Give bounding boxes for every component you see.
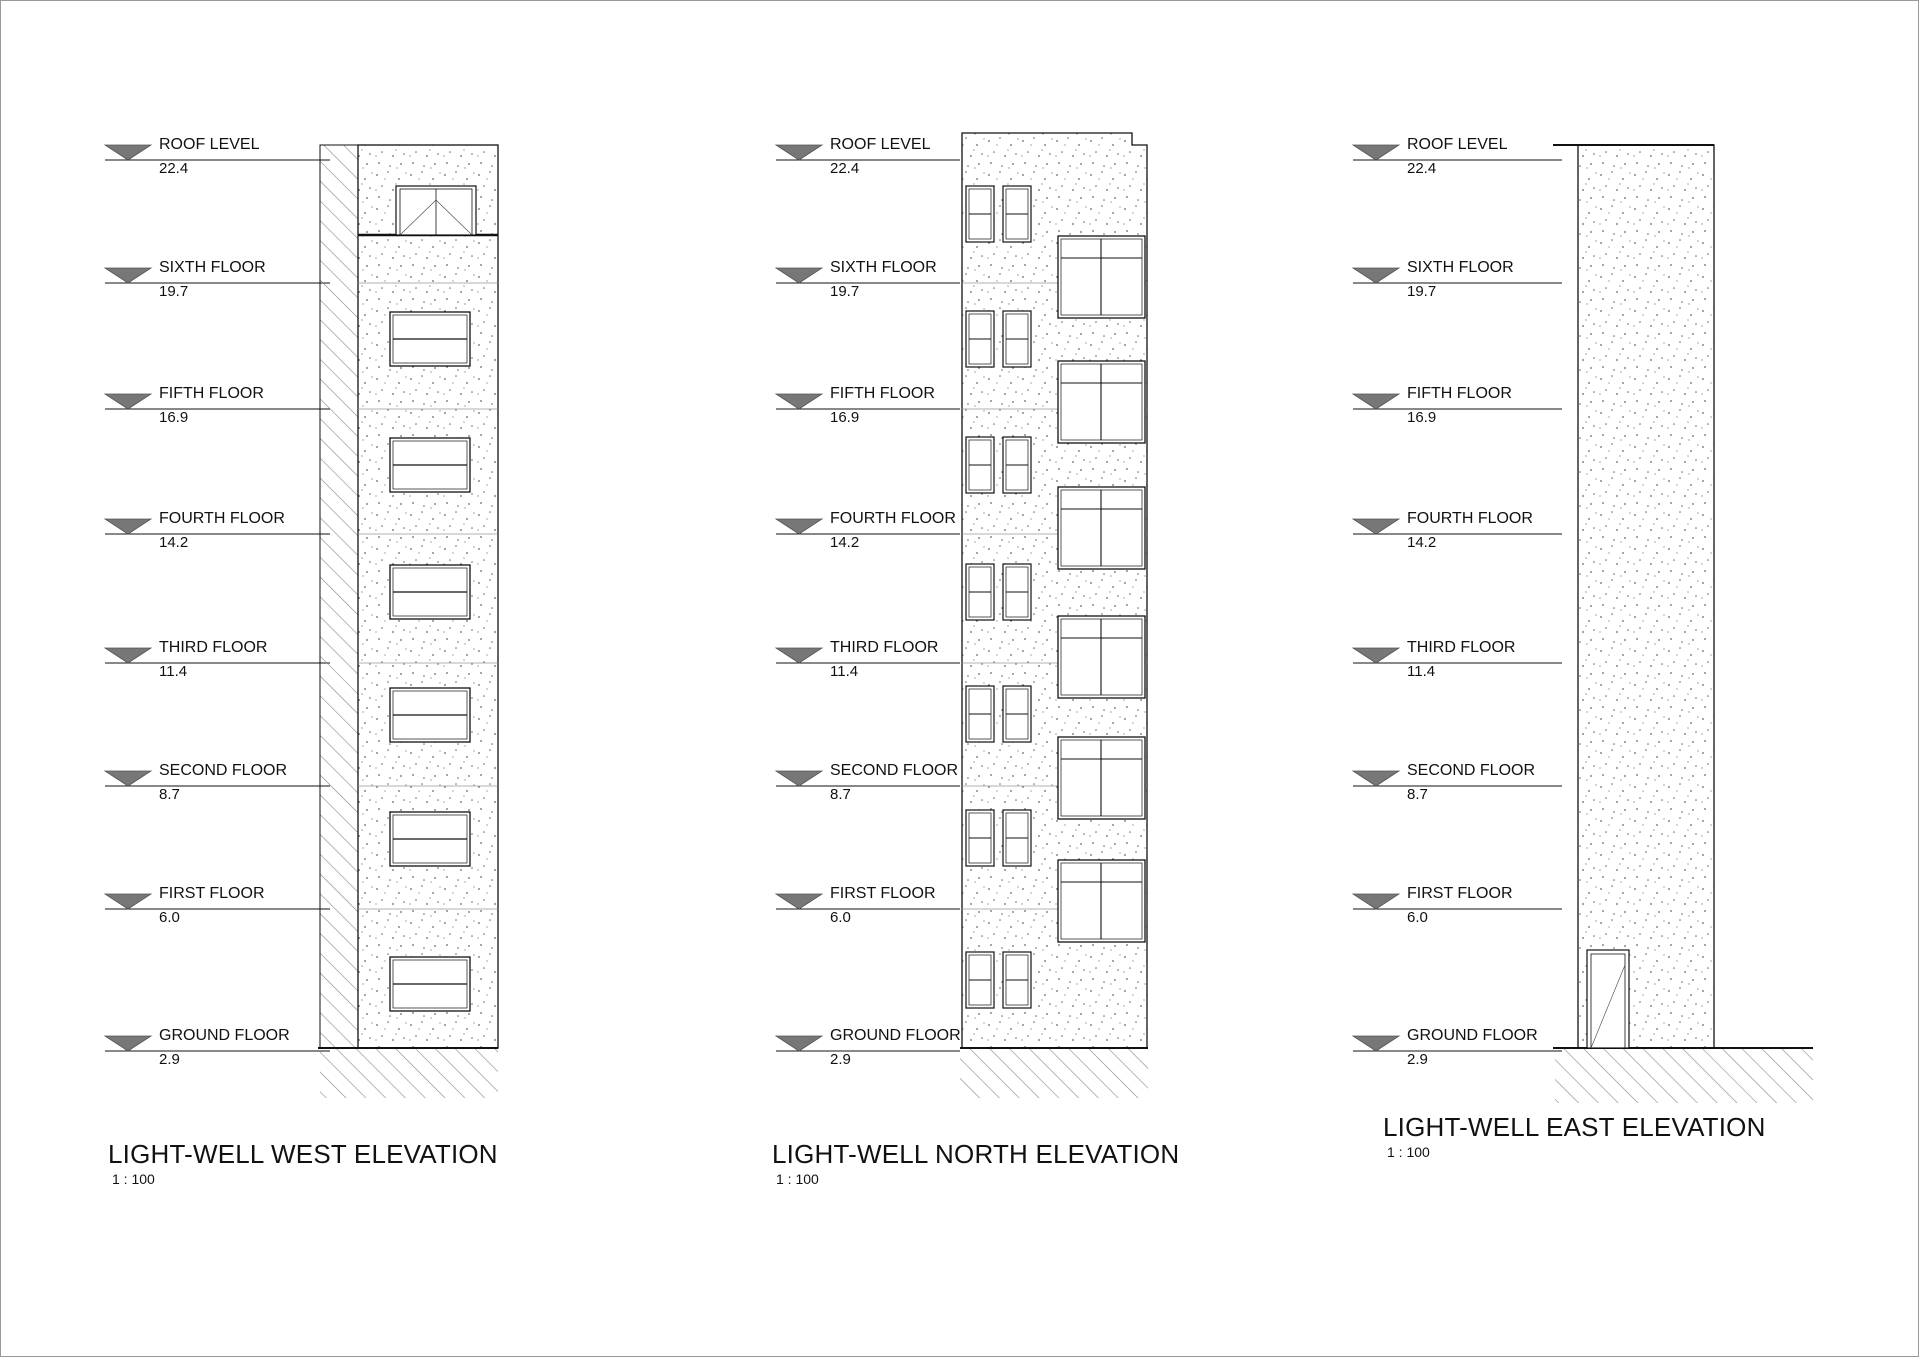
level-marker [1353, 762, 1562, 803]
window [390, 438, 470, 492]
level-marker [776, 1027, 961, 1068]
level-name: FOURTH FLOOR [830, 510, 956, 527]
level-triangle-icon [105, 145, 151, 160]
level-triangle-icon [776, 145, 822, 160]
level-triangle-icon [776, 771, 822, 786]
level-triangle-icon [1353, 268, 1399, 283]
window [390, 957, 470, 1011]
level-triangle-icon [105, 519, 151, 534]
level-value: 14.2 [830, 534, 860, 551]
level-marker [776, 385, 960, 426]
level-marker [105, 385, 330, 426]
level-marker [1353, 385, 1562, 426]
level-name: FIFTH FLOOR [830, 385, 935, 402]
level-triangle-icon [1353, 394, 1399, 409]
north-elevation [960, 133, 1148, 1098]
small-window [1003, 437, 1031, 493]
level-name: GROUND FLOOR [159, 1027, 290, 1044]
level-value: 14.2 [159, 534, 189, 551]
level-name: FIRST FLOOR [1407, 885, 1513, 902]
level-marker [1353, 885, 1562, 926]
level-marker [1353, 510, 1562, 551]
small-window [1003, 564, 1031, 620]
level-value: 8.7 [159, 786, 180, 803]
level-triangle-icon [776, 394, 822, 409]
level-name: SIXTH FLOOR [1407, 259, 1514, 276]
north-elevation-scale: 1 : 100 [776, 1171, 819, 1187]
small-window [966, 564, 994, 620]
level-value: 16.9 [1407, 409, 1437, 426]
level-name: THIRD FLOOR [159, 639, 268, 656]
level-name: FOURTH FLOOR [1407, 510, 1533, 527]
level-value: 8.7 [1407, 786, 1428, 803]
level-name: FOURTH FLOOR [159, 510, 285, 527]
level-marker [105, 259, 330, 300]
level-marker [776, 885, 960, 926]
level-value: 8.7 [830, 786, 851, 803]
level-name: ROOF LEVEL [1407, 136, 1508, 153]
level-value: 16.9 [159, 409, 189, 426]
east-entry-door [1587, 950, 1629, 1048]
east-facade [1578, 145, 1714, 1048]
level-name: THIRD FLOOR [1407, 639, 1516, 656]
level-value: 14.2 [1407, 534, 1437, 551]
west-roof-door [396, 186, 476, 235]
level-name: SIXTH FLOOR [159, 259, 266, 276]
level-value: 16.9 [830, 409, 860, 426]
level-triangle-icon [105, 771, 151, 786]
east-ground-hatch [1555, 1048, 1813, 1103]
small-window [966, 437, 994, 493]
level-triangle-icon [105, 894, 151, 909]
level-marker [776, 762, 960, 803]
large-window [1058, 487, 1145, 569]
level-triangle-icon [105, 648, 151, 663]
small-window [966, 810, 994, 866]
level-markers-east [1353, 136, 1562, 1068]
large-window [1058, 361, 1145, 443]
level-marker [105, 762, 330, 803]
small-window [966, 686, 994, 742]
level-triangle-icon [1353, 1036, 1399, 1051]
level-triangle-icon [1353, 771, 1399, 786]
window [390, 812, 470, 866]
west-ground-hatch [320, 1048, 498, 1098]
large-window [1058, 737, 1145, 819]
level-value: 2.9 [830, 1051, 851, 1068]
window [390, 688, 470, 742]
level-value: 11.4 [830, 663, 859, 680]
level-markers-west [105, 136, 330, 1068]
level-value: 19.7 [1407, 283, 1437, 300]
level-name: SECOND FLOOR [1407, 762, 1536, 779]
level-value: 11.4 [1407, 663, 1436, 680]
level-marker [1353, 136, 1562, 177]
level-marker [776, 639, 960, 680]
west-elevation [318, 145, 498, 1098]
level-triangle-icon [105, 268, 151, 283]
level-triangle-icon [1353, 648, 1399, 663]
level-marker [105, 885, 330, 926]
level-name: SECOND FLOOR [159, 762, 288, 779]
east-elevation-scale: 1 : 100 [1387, 1144, 1430, 1160]
level-value: 2.9 [159, 1051, 180, 1068]
window [390, 312, 470, 366]
level-marker [1353, 639, 1562, 680]
small-window [966, 952, 994, 1008]
window [390, 565, 470, 619]
level-marker [105, 1027, 330, 1068]
east-elevation-title: LIGHT-WELL EAST ELEVATION [1383, 1112, 1766, 1142]
level-name: GROUND FLOOR [1407, 1027, 1538, 1044]
level-triangle-icon [1353, 519, 1399, 534]
large-window [1058, 236, 1145, 318]
level-name: FIRST FLOOR [830, 885, 936, 902]
level-name: GROUND FLOOR [830, 1027, 961, 1044]
level-value: 6.0 [159, 909, 180, 926]
small-window [1003, 311, 1031, 367]
level-value: 19.7 [830, 283, 860, 300]
level-value: 22.4 [830, 160, 860, 177]
level-value: 22.4 [1407, 160, 1437, 177]
level-marker [776, 136, 960, 177]
west-adjacent-wall [320, 145, 358, 1048]
level-marker [776, 259, 960, 300]
level-marker [1353, 1027, 1562, 1068]
level-name: ROOF LEVEL [830, 136, 931, 153]
level-name: ROOF LEVEL [159, 136, 260, 153]
east-elevation [1553, 145, 1813, 1103]
level-value: 22.4 [159, 160, 189, 177]
west-elevation-title: LIGHT-WELL WEST ELEVATION [108, 1139, 498, 1169]
level-marker [105, 639, 330, 680]
level-value: 2.9 [1407, 1051, 1428, 1068]
level-name: SIXTH FLOOR [830, 259, 937, 276]
level-marker [105, 136, 330, 177]
level-marker [776, 510, 960, 551]
small-window [1003, 810, 1031, 866]
level-marker [1353, 259, 1562, 300]
level-value: 11.4 [159, 663, 188, 680]
level-name: FIFTH FLOOR [1407, 385, 1512, 402]
small-window [966, 186, 994, 242]
small-window [1003, 186, 1031, 242]
west-elevation-scale: 1 : 100 [112, 1171, 155, 1187]
large-window [1058, 616, 1145, 698]
level-value: 6.0 [830, 909, 851, 926]
level-triangle-icon [776, 648, 822, 663]
level-value: 19.7 [159, 283, 189, 300]
level-triangle-icon [105, 1036, 151, 1051]
small-window [1003, 686, 1031, 742]
level-triangle-icon [776, 268, 822, 283]
north-ground-hatch [960, 1048, 1148, 1098]
north-elevation-title: LIGHT-WELL NORTH ELEVATION [772, 1139, 1180, 1169]
level-triangle-icon [776, 1036, 822, 1051]
level-name: FIFTH FLOOR [159, 385, 264, 402]
level-triangle-icon [776, 519, 822, 534]
level-triangle-icon [1353, 894, 1399, 909]
level-markers-north [776, 136, 961, 1068]
level-triangle-icon [776, 894, 822, 909]
level-name: THIRD FLOOR [830, 639, 939, 656]
level-name: FIRST FLOOR [159, 885, 265, 902]
level-triangle-icon [1353, 145, 1399, 160]
level-triangle-icon [105, 394, 151, 409]
level-name: SECOND FLOOR [830, 762, 959, 779]
level-value: 6.0 [1407, 909, 1428, 926]
level-marker [105, 510, 330, 551]
small-window [966, 311, 994, 367]
large-window [1058, 860, 1145, 942]
small-window [1003, 952, 1031, 1008]
